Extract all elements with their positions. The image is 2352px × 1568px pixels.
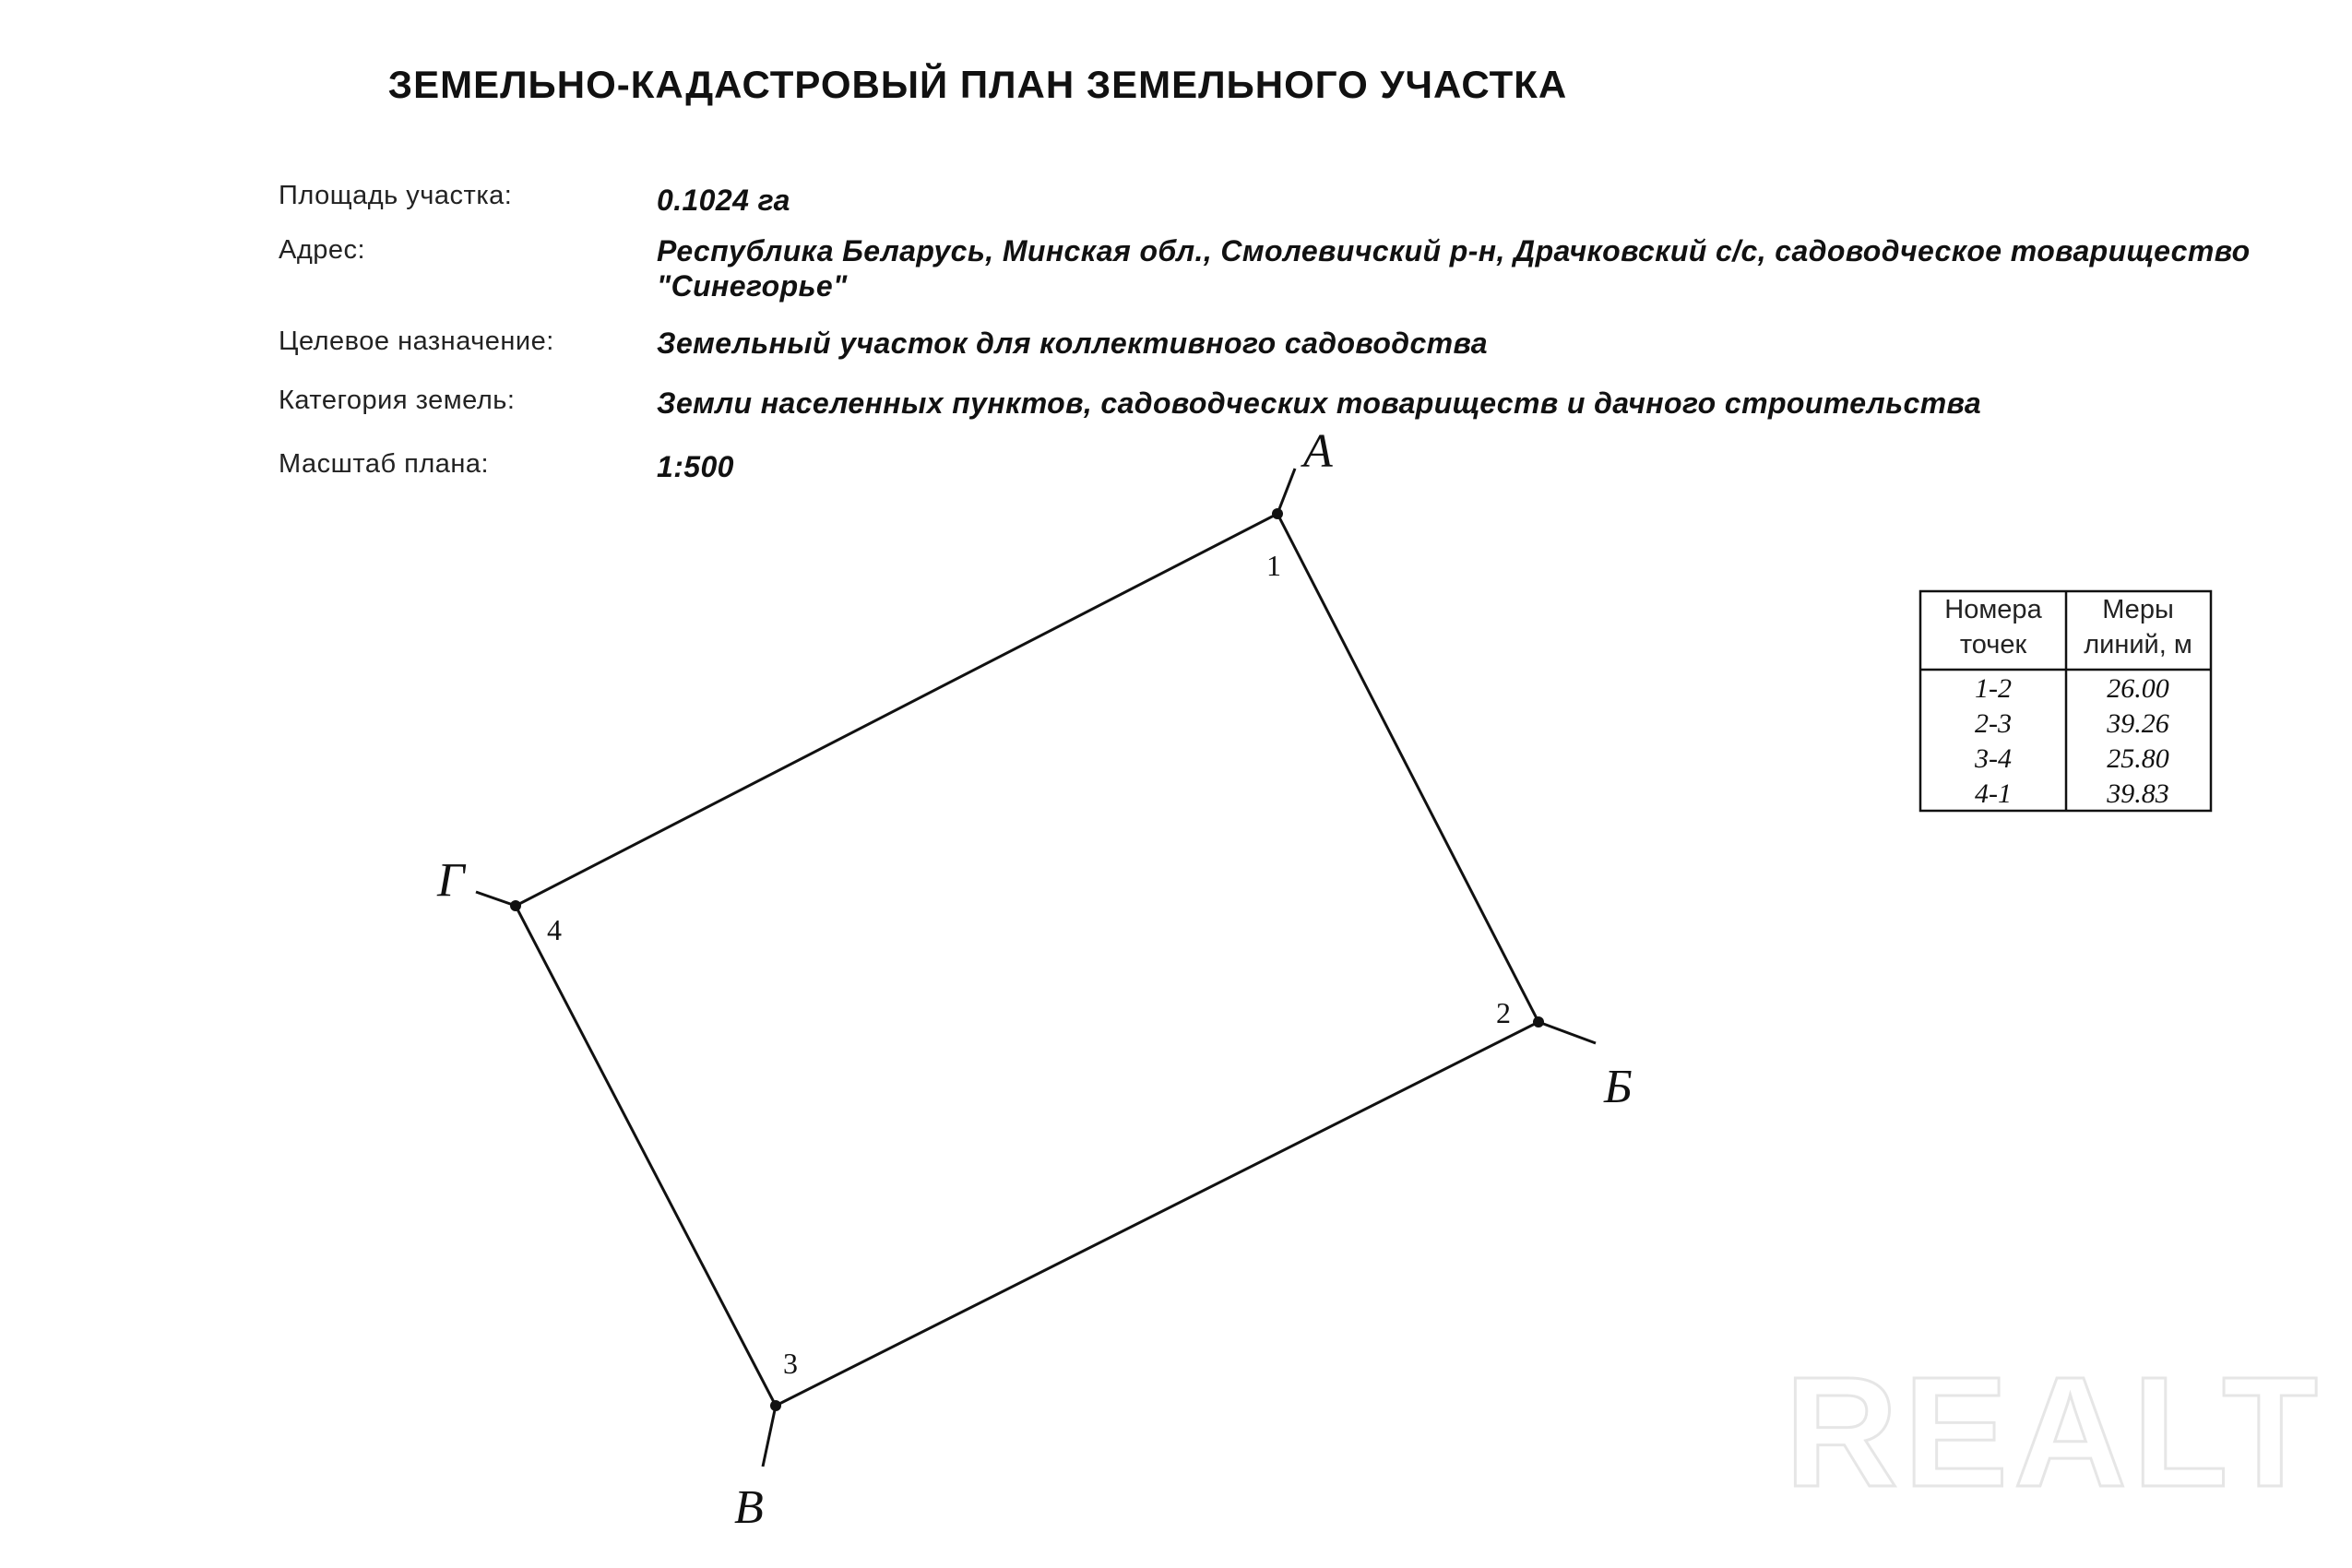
table-row-2-points: 2-3 <box>1975 708 2012 739</box>
table-header-points-line2: точек <box>1959 630 2027 659</box>
purpose-value: Земельный участок для коллективного садоводства <box>657 327 1489 360</box>
table-row-3-length: 25.80 <box>2107 743 2169 774</box>
vertex-dot-3 <box>770 1400 781 1411</box>
scale-value: 1:500 <box>657 450 734 483</box>
vertex-dot-2 <box>1533 1016 1544 1028</box>
neighbor-label-v: В <box>734 1481 764 1534</box>
neighbor-label-b: Б <box>1604 1061 1633 1113</box>
purpose-label: Целевое назначение: <box>279 327 554 356</box>
tick-line-a <box>1277 469 1295 514</box>
table-header-points-line1: Номера <box>1944 595 2042 624</box>
vertex-dot-1 <box>1272 508 1283 519</box>
table-row-1-points: 1-2 <box>1975 673 2012 704</box>
address-value-line2: "Синегорье" <box>657 269 848 303</box>
neighbor-label-g: Г <box>437 854 465 907</box>
tick-line-g <box>476 892 516 906</box>
tick-line-v <box>763 1406 776 1467</box>
realt-watermark: REALT <box>1785 1345 2323 1520</box>
area-label: Площадь участка: <box>279 181 513 210</box>
plot-boundary <box>516 514 1538 1406</box>
category-label: Категория земель: <box>279 386 516 415</box>
table-header-lengths-line2: линий, м <box>2084 630 2192 659</box>
area-value: 0.1024 га <box>657 184 790 217</box>
point-number-3: 3 <box>783 1347 798 1380</box>
table-header-lengths-line1: Меры <box>2102 595 2174 624</box>
address-label: Адрес: <box>279 235 366 265</box>
scale-label: Масштаб плана: <box>279 449 490 479</box>
point-number-1: 1 <box>1266 549 1281 582</box>
category-value: Земли населенных пунктов, садоводческих товариществ и дачного строительства <box>657 386 1982 420</box>
table-row-4-points: 4-1 <box>1975 778 2012 809</box>
table-row-4-length: 39.83 <box>2107 778 2169 809</box>
neighbor-label-a: А <box>1303 425 1333 478</box>
tick-line-b <box>1538 1022 1596 1043</box>
point-number-4: 4 <box>547 913 562 946</box>
table-row-1-length: 26.00 <box>2107 673 2169 704</box>
address-value-line1: Республика Беларусь, Минская обл., Смолевичский р-н, Драчковский с/с, садоводческое товарищество <box>657 234 2251 267</box>
table-row-2-length: 39.26 <box>2107 708 2169 739</box>
vertex-dot-4 <box>510 900 521 911</box>
page-title: ЗЕМЕЛЬНО-КАДАСТРОВЫЙ ПЛАН ЗЕМЕЛЬНОГО УЧАСТКА <box>387 63 1568 106</box>
line-lengths-table <box>1920 591 2211 811</box>
table-row-3-points: 3-4 <box>1975 743 2012 774</box>
point-number-2: 2 <box>1496 996 1511 1029</box>
